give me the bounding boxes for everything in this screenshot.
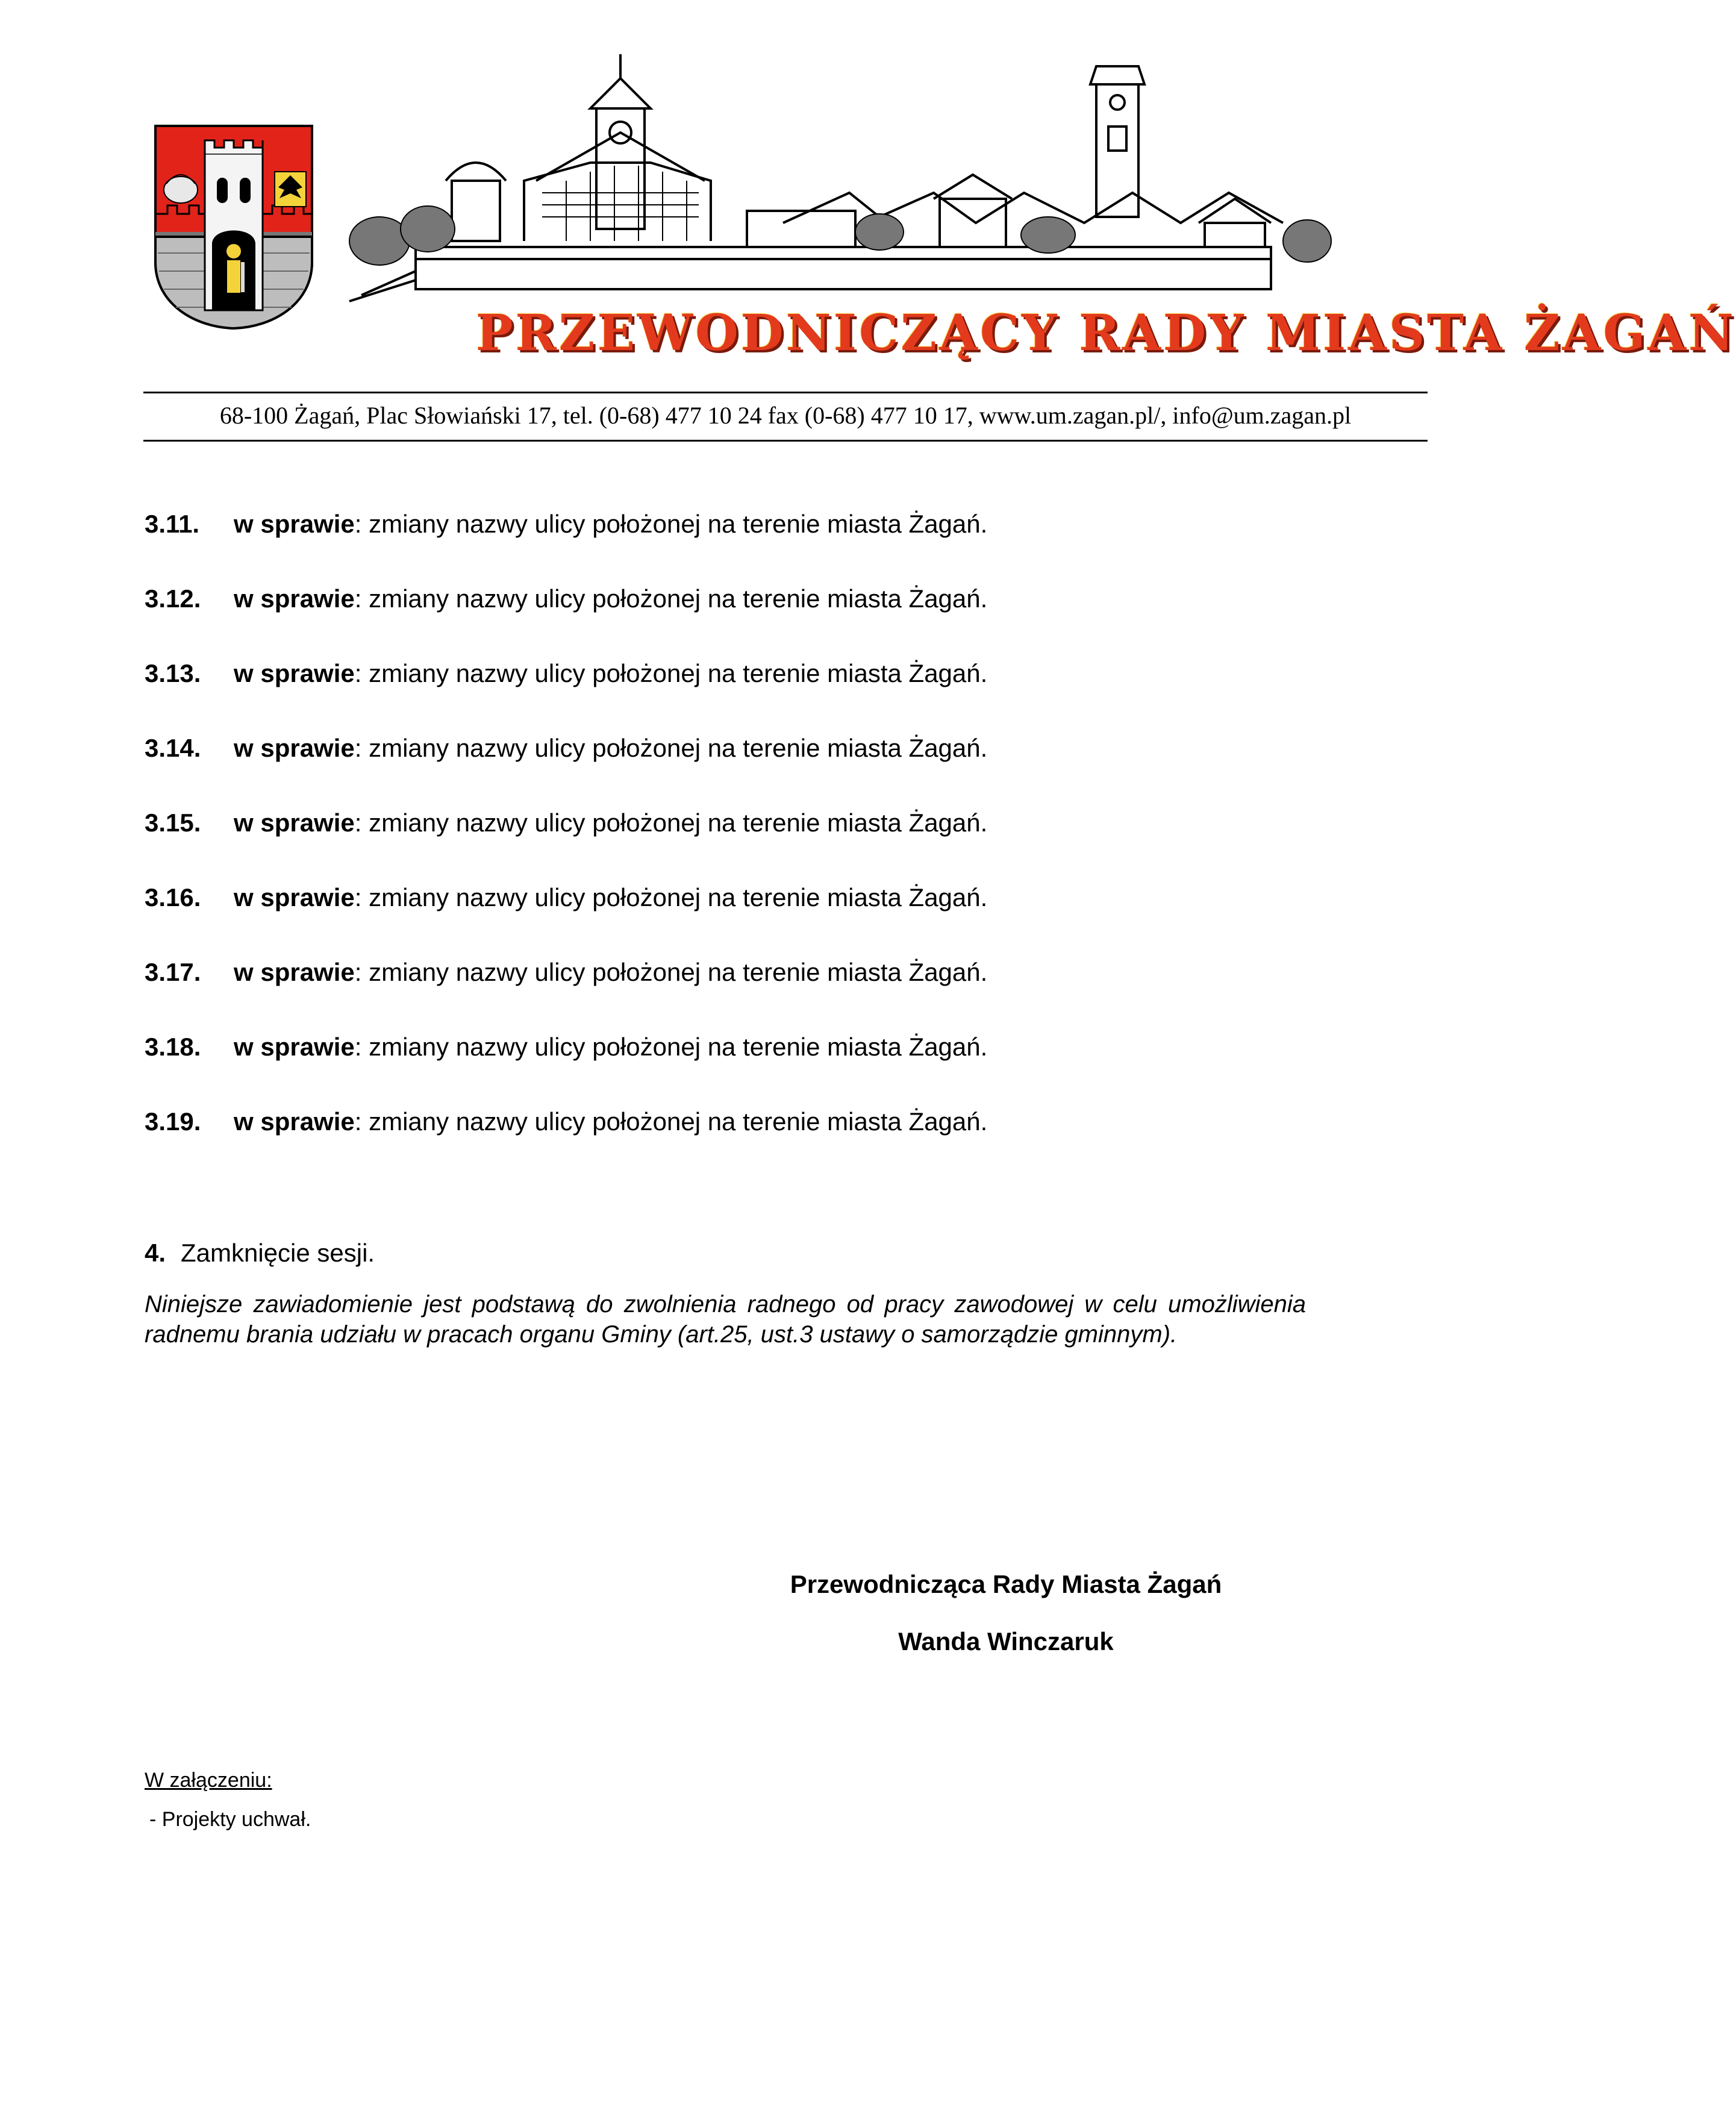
contact-info: 68-100 Żagań, Plac Słowiański 17, tel. (0-68) 477 10 24 fax (0-68) 477 10 17, www.um.zagan.pl/, info@um.zagan.pl [219, 402, 1352, 429]
agenda-item-text: : zmiany nazwy ulicy położonej na terenie miasta Żagań. [354, 510, 988, 538]
agenda-item [145, 1104, 1349, 1178]
header-rule-top [143, 392, 1428, 393]
signatory-name: Wanda Winczaruk [898, 1627, 1114, 1656]
signatory-title: Przewodnicząca Rady Miasta Żagań [790, 1570, 1222, 1598]
agenda-item-number: 3.19. [145, 1107, 201, 1136]
agenda-item-prefix: w sprawie [234, 734, 355, 762]
agenda-item-text: : zmiany nazwy ulicy położonej na terenie miasta Żagań. [354, 734, 988, 762]
agenda-item-text: : zmiany nazwy ulicy położonej na terenie miasta Żagań. [354, 808, 988, 837]
agenda-item [145, 1029, 1349, 1104]
agenda-item-prefix: w sprawie [234, 883, 355, 912]
agenda-item [145, 880, 1349, 954]
closing-item [145, 1235, 375, 1271]
agenda-item [145, 655, 1349, 730]
employer-notice: Niniejsze zawiadomienie jest podstawą do zwolnienia radnego od pracy zawodowej w celu umożliwienia radnemu brania udziału w pracach organu Gminy (art.25, ust.3 ustawy o samorządzie gminnym). [145, 1291, 1306, 1348]
closing-item-number: 4. [145, 1239, 166, 1267]
agenda-item-text: : zmiany nazwy ulicy położonej na terenie miasta Żagań. [354, 883, 988, 912]
agenda-item-text: : zmiany nazwy ulicy położonej na terenie miasta Żagań. [354, 958, 988, 986]
agenda-item-number: 3.11. [145, 510, 200, 538]
letterhead [0, 0, 1736, 446]
agenda-item-text: : zmiany nazwy ulicy położonej na terenie miasta Żagań. [354, 1107, 988, 1136]
city-coat-of-arms [152, 124, 316, 330]
agenda-item-prefix: w sprawie [234, 958, 355, 986]
agenda-item-prefix: w sprawie [234, 584, 355, 613]
agenda-item [145, 805, 1349, 880]
agenda-item [145, 506, 1349, 581]
agenda-item-prefix: w sprawie [234, 659, 355, 687]
agenda-item-number: 3.13. [145, 659, 201, 687]
closing-item-text: Zamknięcie sesji. [181, 1239, 375, 1267]
agenda-item-text: : zmiany nazwy ulicy położonej na terenie miasta Żagań. [354, 659, 988, 687]
attachments-label: W załączeniu: [145, 1769, 272, 1792]
agenda-item-text: : zmiany nazwy ulicy położonej na terenie miasta Żagań. [354, 584, 988, 613]
agenda-item [145, 954, 1349, 1029]
attachment-item: - Projekty uchwał. [149, 1808, 311, 1831]
agenda-item-number: 3.18. [145, 1033, 201, 1061]
agenda-item-prefix: w sprawie [234, 510, 355, 538]
agenda-item [145, 581, 1349, 655]
agenda-item-number: 3.15. [145, 808, 201, 837]
agenda-item [145, 730, 1349, 805]
agenda-item-number: 3.12. [145, 584, 201, 613]
agenda-item-number: 3.16. [145, 883, 201, 912]
agenda-item-prefix: w sprawie [234, 1033, 355, 1061]
agenda-item-prefix: w sprawie [234, 808, 355, 837]
agenda-item-number: 3.14. [145, 734, 201, 762]
agenda-item-text: : zmiany nazwy ulicy położonej na terenie miasta Żagań. [354, 1033, 988, 1061]
agenda-item-number: 3.17. [145, 958, 201, 986]
council-letterhead-title: PRZEWODNICZĄCY RADY MIASTA ŻAGAŃ [476, 304, 1736, 362]
header-rule-bottom [143, 440, 1428, 442]
agenda-list [145, 506, 1349, 1178]
agenda-item-prefix: w sprawie [234, 1107, 355, 1136]
